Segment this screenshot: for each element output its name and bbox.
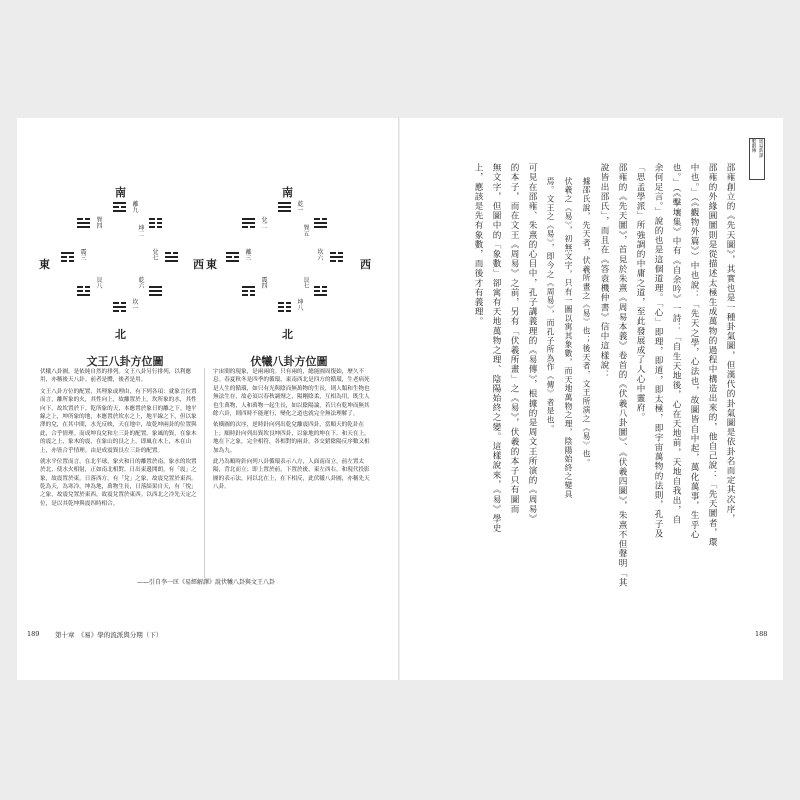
trigram-label: 乾一 xyxy=(297,201,304,215)
trigram-w-icon xyxy=(330,252,343,262)
trigram-label: 兌二 xyxy=(261,217,268,231)
page-number: 189 xyxy=(27,630,40,638)
trigram-nw-icon xyxy=(149,286,162,296)
east-label: 東 xyxy=(206,258,217,271)
fuxi-explanation xyxy=(213,368,373,494)
trigram-nw-icon xyxy=(314,286,327,296)
trigram-sw-icon xyxy=(149,218,162,228)
paragraph: 伏犧八卦圖，是依純自然的排列。文王八卦另行排列，以利應用，亦稱後天八卦。前者是體，後者是用。 xyxy=(40,369,192,384)
trigram-label: 坎一 xyxy=(132,299,139,313)
trigram-label: 艮八 xyxy=(96,277,103,291)
paragraph: 宇宙間的現象，是兩兩的。只有兩的，總能圓周復始，歷久不息。春夏秋冬是四季的循環，東南西北是四方的循環，生老病死是人生的循環，如只有光與陰而無萬物的生長，則人類和生物也無法生存，故必須以春秋調劑之，陽剛陰柔，互相為用，既生人也生萬物，人和萬物一起生長，如以陰陽論，若只有乾坤而無其餘六卦，則四時不能運行，變化之道也就完全無法理解了。 xyxy=(213,369,370,417)
trigram-e-icon xyxy=(226,252,239,262)
body-line: 上，應該是先有象數，而後才有義理。 xyxy=(473,163,483,327)
paragraph: 文王八卦方位的配置，其理象或理由，有下列各項：就象言位置而言，離所象的火，其性向上，故離置於上。坎所象的水，其性向下，故坎置於下。乾所象的天，本應置於象日的離之下。地平線之上，坤所象的地，本應置於坎水之上，地平線之下，但以象澤的兌，在其中間，水光反映，天在地中，故乾坤兩卦的位置與此，合乎情理。而成坤良兌和左三卦的配置。象風的巽，在象木的震之上，象木的震，在象山的艮之上，即風在木上，木在山上，亦皆合乎情理。由是成震巽艮左三卦的配置。 xyxy=(40,388,197,454)
body-line: 說皆出邵氏」，而且在《答袁機仲書》信中這樣說： xyxy=(599,163,609,380)
body-line: 余何足言。」說的也是這個道理。「心」即理，即道，即太極，即宇宙萬物的法則，孔子及 xyxy=(653,163,663,539)
trigram-label: 坎六 xyxy=(317,249,324,263)
body-line: 也。」（《擊壤集》中有《自余吟》一詩：「自生天地後，心在天地前，天地自我出，自 xyxy=(671,163,681,525)
west-label: 西 xyxy=(193,258,204,271)
series-stamp xyxy=(749,138,765,180)
quote-line: 焉。文王之《易》，即今之《周易》，而孔子所為作《傳》者是也。 xyxy=(546,177,555,434)
trigram-label: 震三 xyxy=(80,249,87,263)
quote-line: 伏羲之《易》，初無文字，只有一圖以寓其象數，而天地萬物之理，陰陽始終之變具 xyxy=(564,177,573,499)
east-label: 東 xyxy=(39,258,50,271)
paragraph: 依橫圖的次序，逆時針向列出乾兌離震四卦，當順天的乾卦在上；順時針向列出巽坎艮坤四卦，以象地的坤在下。和天在上，地在下之象，完全相符，各相對的兩卦，各交錯陰陽反序數又相加為九。 xyxy=(213,422,370,454)
body-line: 的本子，而在文王《周易》之前，另有「伏羲所畫」之《易》，伏羲的本子只有圖而 xyxy=(509,163,519,514)
trigram-ne-icon xyxy=(242,286,255,296)
left-page xyxy=(17,118,400,680)
trigram-label: 坤八 xyxy=(297,299,304,313)
body-line: 可見在邵雍、朱熹的心目中，孔子講義理的《易傳》，根據的是周文王所演的《周易》 xyxy=(527,163,537,524)
west-label: 西 xyxy=(360,258,371,271)
trigram-ne-icon xyxy=(77,286,90,296)
trigram-w-icon xyxy=(165,252,178,262)
figure-source-note: ——引自李一匡《易經解譯》說伏犧八卦與文王八卦 xyxy=(137,579,276,586)
page-number: 188 xyxy=(755,630,768,638)
wenwang-explanation xyxy=(40,368,200,511)
stamp-text: 繫辭傳 xyxy=(751,139,756,153)
body-line: 中也。」（《觀物外篇》）中也說：「先天之學，心法也，故圖皆自中起，萬化萬事，生乎心 xyxy=(689,163,699,540)
running-head: 第十章 《易》學的流派與分期（下） xyxy=(55,631,163,639)
south-label: 南 xyxy=(115,186,126,199)
column-divider xyxy=(204,368,205,578)
paragraph: 就水平位置而言，在北半球，象火和日的離置於南，象水的坎置於北，使水火相射，正如南北相對。日出東邊開朗，有「震」之象，故震置於東。日落西方，有「兌」之象，故震兌置於東西。乾為天，為寒冷，坤為地，萬物生長，日落結果自天，有「悅」之象，故震兌置於東西，故震兌置於東西。以西北之冷先天定之位，是以其乾坤與震四時相合。 xyxy=(40,458,197,507)
fuxi-caption: 伏犧八卦方位圖 xyxy=(250,355,328,368)
trigram-label: 乾六 xyxy=(138,277,145,291)
fuxi-bagua-diagram xyxy=(202,180,374,348)
body-line: 邵雍的外緣圓圖則是從描述太極生成萬物的過程中構造出來的，他自己說：「先天圖者，環 xyxy=(707,163,717,547)
north-label: 北 xyxy=(115,328,126,341)
trigram-label: 巽五 xyxy=(303,225,310,239)
trigram-label: 兌七 xyxy=(152,249,159,263)
wenwang-bagua-diagram xyxy=(37,180,209,348)
right-page xyxy=(400,118,783,680)
trigram-sw-icon xyxy=(314,218,327,228)
trigram-se-icon xyxy=(242,218,255,228)
stamp-text: 周易新譯 xyxy=(758,139,763,158)
trigram-s-icon xyxy=(113,202,126,212)
trigram-label: 坤二 xyxy=(138,225,145,239)
wenwang-caption: 文王八卦方位圖 xyxy=(86,355,164,368)
vertical-body-text xyxy=(469,163,739,588)
trigram-n-icon xyxy=(278,302,291,312)
trigram-label: 巽四 xyxy=(96,217,103,231)
body-line: 無文字，但圖中的「象數」卻寓有天地萬物之理、陰陽始終之變。這樣說來，《易》學史 xyxy=(491,163,501,534)
south-label: 南 xyxy=(282,186,293,199)
trigram-label: 離三 xyxy=(245,249,252,263)
body-line: 「思孟學派」所強調的中庸之道，至此發展成了人心中靈府。 xyxy=(635,163,645,423)
north-label: 北 xyxy=(282,328,293,341)
trigram-s-icon xyxy=(278,202,291,212)
trigram-label: 震四 xyxy=(261,277,268,291)
paragraph: 此乃為順時針向列八卦循環表示八方，人面南而立，前左置太陽，背北而立；即上置於前，下置於後，東左西右。和現代投影圖的表示法，同以北在上，在下相反，此伏犧八卦圖，亦稱先天八卦。 xyxy=(213,458,370,491)
trigram-label: 離九 xyxy=(132,201,139,215)
trigram-e-icon xyxy=(61,252,74,262)
body-line: 邵雍創立的《先天圖》，其實也是一種卦氣圖，但漢代的卦氣圖是依卦名而定其次序， xyxy=(725,163,735,524)
trigram-n-icon xyxy=(113,302,126,312)
trigram-label: 艮七 xyxy=(303,277,310,291)
body-line: 邵雍的《先天圖》，首見於朱熹《周易本義》卷首的《伏羲八卦圖》、《伏羲四圖》，朱熹不但聲明「其 xyxy=(617,163,627,588)
quote-line: 據邵氏說，先天者，伏羲所畫之《易》也；後天者，文王所演之《易》也。 xyxy=(582,177,591,468)
trigram-se-icon xyxy=(77,218,90,228)
